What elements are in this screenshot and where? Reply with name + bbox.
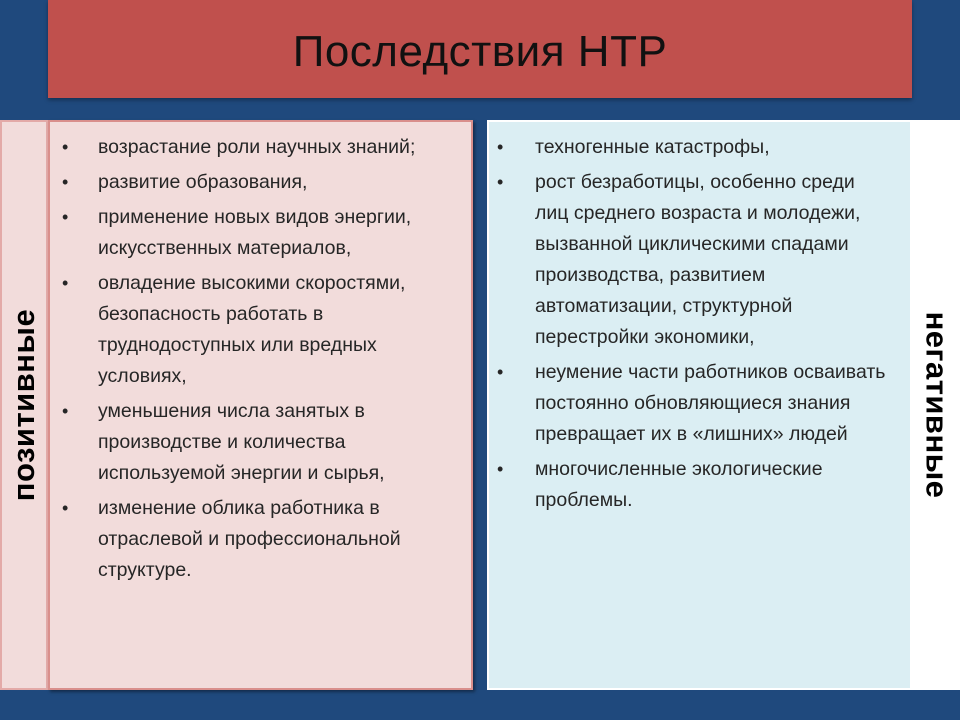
bullet-icon: • (62, 498, 69, 518)
bullet-icon: • (62, 207, 69, 227)
bullet-icon: • (497, 362, 504, 382)
bullet-icon: • (62, 172, 69, 192)
bullet-icon: • (62, 273, 69, 293)
list-item: • неумение части работников осваивать постоянно обновляющиеся знания превращает их в «лишних» людей (495, 357, 892, 450)
positive-label: позитивные (6, 308, 42, 502)
list-item: • развитие образования, (60, 167, 453, 198)
slide-title: Последствия НТР (292, 27, 668, 76)
list-item: • применение новых видов энергии, искусственных материалов, (60, 202, 453, 264)
list-item: • рост безработицы, особенно среди лиц среднего возраста и молодежи, вызванной циклическими спадами производства, развитием автоматизации, структурной перестройки экономики, (495, 167, 892, 353)
list-item: • изменение облика работника в отраслевой и профессиональной структуре. (60, 493, 453, 586)
bullet-icon: • (497, 137, 504, 157)
positive-label-bar (0, 120, 48, 690)
list-item: • уменьшения числа занятых в производстве и количества используемой энергии и сырья, (60, 396, 453, 489)
bullet-icon: • (497, 172, 504, 192)
negative-label-bar (912, 120, 960, 690)
bullet-icon: • (62, 137, 69, 157)
positive-list (60, 132, 453, 586)
list-item: • возрастание роли научных знаний; (60, 132, 453, 163)
list-item: • техногенные катастрофы, (495, 132, 892, 163)
negative-panel (487, 120, 912, 690)
list-item: • овладение высокими скоростями, безопасность работать в труднодоступных или вредных условиях, (60, 268, 453, 392)
bullet-icon: • (497, 459, 504, 479)
positive-panel (48, 120, 473, 690)
list-item: • многочисленные экологические проблемы. (495, 454, 892, 516)
negative-list (495, 132, 892, 516)
bullet-icon: • (62, 401, 69, 421)
negative-label: негативные (919, 311, 955, 499)
title-bar (48, 0, 912, 98)
